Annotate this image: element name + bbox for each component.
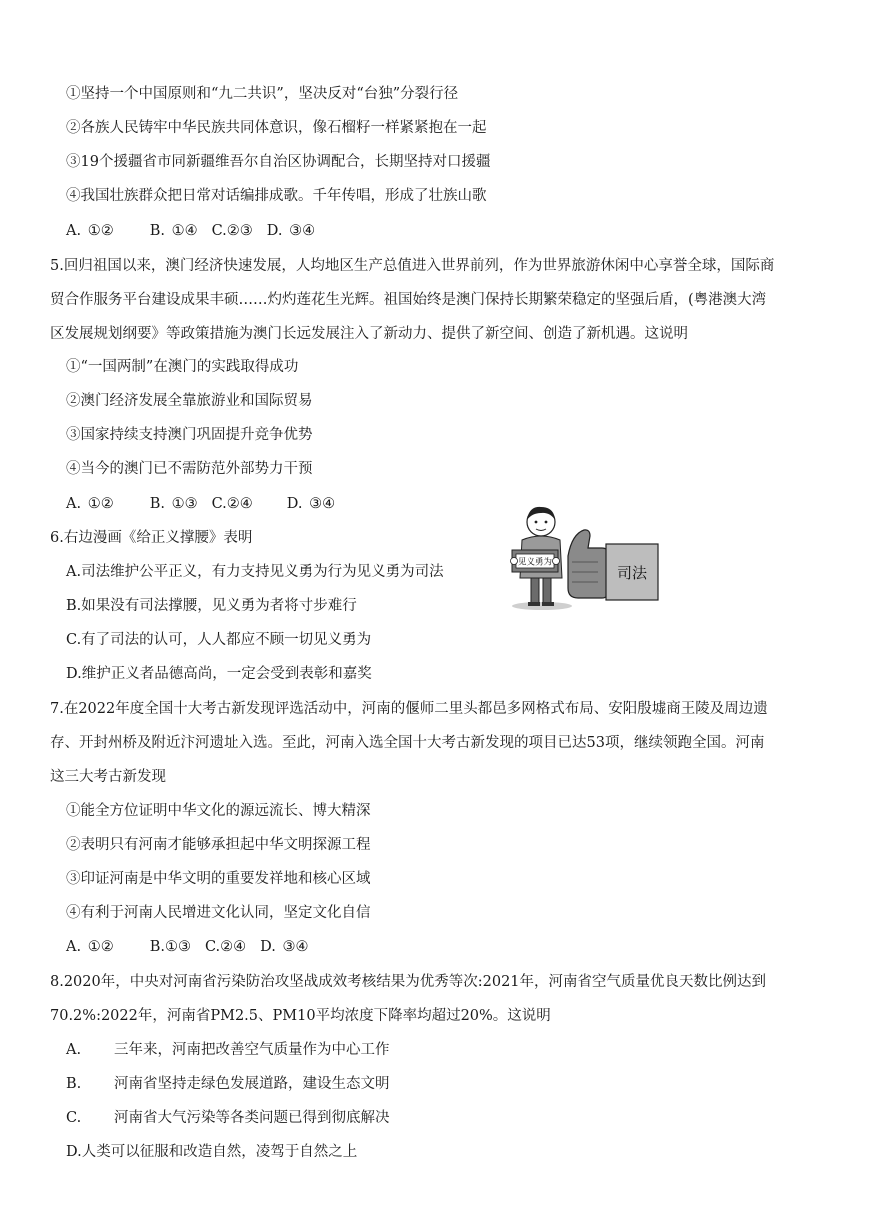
q8-stem-line-1: 8.2020年，中央对河南省污染防治攻坚战成效考核结果为优秀等次:2021年，河南省空气质量优良天数比例达到 [50, 974, 767, 990]
q6-option-d: D.维护正义者品德高尚，一定会受到表彰和嘉奖 [66, 666, 372, 682]
q5-stem-line-3: 区发展规划纲要》等政策措施为澳门长远发展注入了新动力、提供了新空间、创造了新机遇。这说明 [50, 326, 688, 342]
q7-item-3: ③印证河南是中华文明的重要发祥地和核心区域 [66, 871, 371, 887]
q4-choice-d: D. ③④ [266, 223, 316, 239]
q8-option-c [66, 1108, 390, 1128]
q8-option-d: D.人类可以征服和改造自然，凌驾于自然之上 [66, 1144, 358, 1160]
q5-item-2: ②澳门经济发展全靠旅游业和国际贸易 [66, 393, 313, 409]
q5-stem-line-1: 5.回归祖国以来，澳门经济快速发展，人均地区生产总值进入世界前列，作为世界旅游休闲中心享誉全球，国际商 [50, 258, 775, 274]
q7-choice-a: A. ①② [66, 939, 114, 955]
q4-item-3: ③19个援疆省市同新疆维吾尔自治区协调配合，长期坚持对口援疆 [66, 154, 491, 170]
q7-choice-d: D. ③④ [260, 939, 309, 955]
q4-choices [66, 221, 315, 241]
q5-choice-d: D. ③④ [286, 496, 336, 512]
cartoon-sign-text: 见义勇为 [517, 557, 553, 568]
q5-item-4: ④当今的澳门已不需防范外部势力干预 [66, 461, 313, 477]
q8-option-c-letter: C. [66, 1110, 82, 1126]
q5-choices [66, 494, 335, 514]
q8-option-c-text: 河南省大气污染等各类问题已得到彻底解决 [114, 1110, 390, 1126]
q5-choice-c: C.②④ [211, 496, 253, 512]
q7-choices [66, 937, 308, 957]
q5-item-1: ①“一国两制”在澳门的实践取得成功 [66, 359, 299, 375]
q5-choice-b: B. ①③ [149, 496, 198, 512]
justice-cartoon [498, 500, 666, 612]
q8-option-a-letter: A. [66, 1042, 82, 1058]
q6-option-b: B.如果没有司法撑腰，见义勇为者将寸步难行 [66, 598, 357, 614]
q6-stem: 6.右边漫画《给正义撑腰》表明 [50, 530, 253, 546]
q4-choice-b: B. ①④ [149, 223, 198, 239]
q8-option-a-text: 三年来，河南把改善空气质量作为中心工作 [114, 1042, 390, 1058]
q4-item-1: ①坚持一个中国原则和“九二共识”，坚决反对“台独”分裂行径 [66, 86, 459, 102]
q6-option-c: C.有了司法的认可，人人都应不顾一切见义勇为 [66, 632, 372, 648]
q8-option-b-letter: B. [66, 1076, 82, 1092]
cartoon-hand-text: 司法 [616, 564, 648, 582]
q4-choice-a: A. ①② [66, 223, 114, 239]
q6-option-a: A.司法维护公平正义，有力支持见义勇为行为见义勇为司法 [66, 564, 444, 580]
q8-option-a [66, 1040, 390, 1060]
q7-stem-line-1: 7.在2022年度全国十大考古新发现评选活动中，河南的偃师二里头都邑多网格式布局、安阳殷墟商王陵及周边遗 [50, 701, 768, 717]
q4-item-2: ②各族人民铸牢中华民族共同体意识，像石榴籽一样紧紧抱在一起 [66, 120, 487, 136]
q7-choice-c: C.②④ [204, 939, 247, 955]
q4-choice-c: C.②③ [211, 223, 253, 239]
q8-option-b-text: 河南省坚持走绿色发展道路，建设生态文明 [114, 1076, 390, 1092]
q7-choice-b: B.①③ [149, 939, 191, 955]
q7-item-2: ②表明只有河南才能够承担起中华文明探源工程 [66, 837, 371, 853]
q8-option-b [66, 1074, 390, 1094]
q4-item-4: ④我国壮族群众把日常对话编排成歌。千年传唱，形成了壮族山歌 [66, 188, 487, 204]
q7-stem-line-3: 这三大考古新发现 [50, 769, 166, 785]
q5-choice-a: A. ①② [66, 496, 114, 512]
q7-item-1: ①能全方位证明中华文化的源远流长、博大精深 [66, 803, 371, 819]
q5-stem-line-2: 贸合作服务平台建设成果丰硕……灼灼莲花生光辉。祖国始终是澳门保持长期繁荣稳定的坚强后盾，(粤港澳大湾 [50, 292, 767, 308]
q7-item-4: ④有利于河南人民增进文化认同，坚定文化自信 [66, 905, 371, 921]
q8-stem-line-2: 70.2%:2022年，河南省PM2.5、PM10平均浓度下降率均超过20%。这说明 [50, 1008, 551, 1024]
q7-stem-line-2: 存、开封州桥及附近汴河遗址入选。至此，河南入选全国十大考古新发现的项目已达53项，继续领跑全国。河南 [50, 735, 765, 751]
q5-item-3: ③国家持续支持澳门巩固提升竞争优势 [66, 427, 313, 443]
